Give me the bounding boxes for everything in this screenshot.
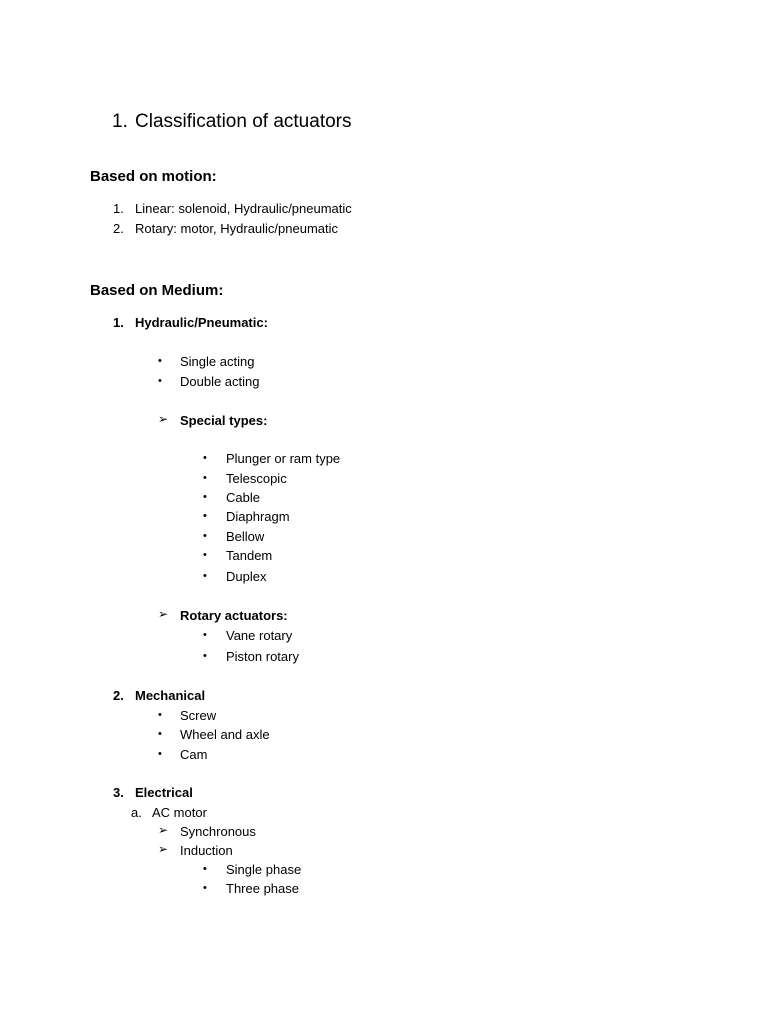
electrical-label: Electrical [135, 785, 193, 800]
mechanical-label: Mechanical [135, 688, 206, 703]
arrow-bullet-icon: ➢ [158, 842, 169, 856]
special-types-label: Special types: [180, 413, 268, 428]
hydraulic-type-double-acting: Double acting [180, 374, 260, 389]
hydraulic-label: Hydraulic/Pneumatic: [135, 315, 268, 330]
ac-motor-label: AC motor [152, 805, 207, 820]
special-type-item: Tandem [226, 548, 273, 563]
mechanical-item: Cam [180, 747, 208, 762]
special-type-item: Bellow [226, 529, 265, 544]
special-type-item: Diaphragm [226, 509, 290, 524]
bullet-icon: • [203, 530, 207, 542]
motion-item-1: Linear: solenoid, Hydraulic/pneumatic [135, 201, 352, 216]
bullet-icon: • [203, 452, 207, 464]
bullet-icon: • [158, 375, 162, 387]
mechanical-item: Wheel and axle [180, 727, 270, 742]
electrical-number: 3. [113, 785, 124, 800]
rotary-actuators-label: Rotary actuators: [180, 608, 288, 623]
bullet-icon: • [158, 355, 162, 367]
induction-item: Single phase [226, 862, 302, 877]
page-title: Classification of actuators [135, 111, 352, 132]
bullet-icon: • [158, 709, 162, 721]
motion-item-1-number: 1. [113, 201, 124, 216]
title-number: 1. [112, 111, 128, 132]
motion-item-2: Rotary: motor, Hydraulic/pneumatic [135, 221, 339, 236]
induction-item: Three phase [226, 881, 299, 896]
bullet-icon: • [203, 549, 207, 561]
bullet-icon: • [203, 863, 207, 875]
special-type-item: Plunger or ram type [226, 451, 341, 466]
heading-based-on-medium: Based on Medium: [90, 282, 224, 299]
arrow-bullet-icon: ➢ [158, 412, 169, 426]
hydraulic-type-single-acting: Single acting [180, 354, 255, 369]
bullet-icon: • [203, 491, 207, 503]
heading-based-on-motion: Based on motion: [90, 168, 217, 185]
rotary-actuator-item: Piston rotary [226, 649, 299, 664]
special-type-item: Cable [226, 490, 260, 505]
synchronous-label: Synchronous [180, 824, 256, 839]
bullet-icon: • [203, 882, 207, 894]
induction-label: Induction [180, 843, 233, 858]
bullet-icon: • [203, 472, 207, 484]
mechanical-number: 2. [113, 688, 124, 703]
bullet-icon: • [203, 570, 207, 582]
bullet-icon: • [203, 629, 207, 641]
ac-motor-letter: a. [131, 805, 142, 820]
bullet-icon: • [158, 728, 162, 740]
mechanical-item: Screw [180, 708, 217, 723]
bullet-icon: • [158, 748, 162, 760]
special-type-item: Duplex [226, 569, 267, 584]
bullet-icon: • [203, 510, 207, 522]
special-type-item: Telescopic [226, 471, 287, 486]
arrow-bullet-icon: ➢ [158, 823, 169, 837]
arrow-bullet-icon: ➢ [158, 607, 169, 621]
rotary-actuator-item: Vane rotary [226, 628, 293, 643]
bullet-icon: • [203, 650, 207, 662]
motion-item-2-number: 2. [113, 221, 124, 236]
hydraulic-number: 1. [113, 315, 124, 330]
